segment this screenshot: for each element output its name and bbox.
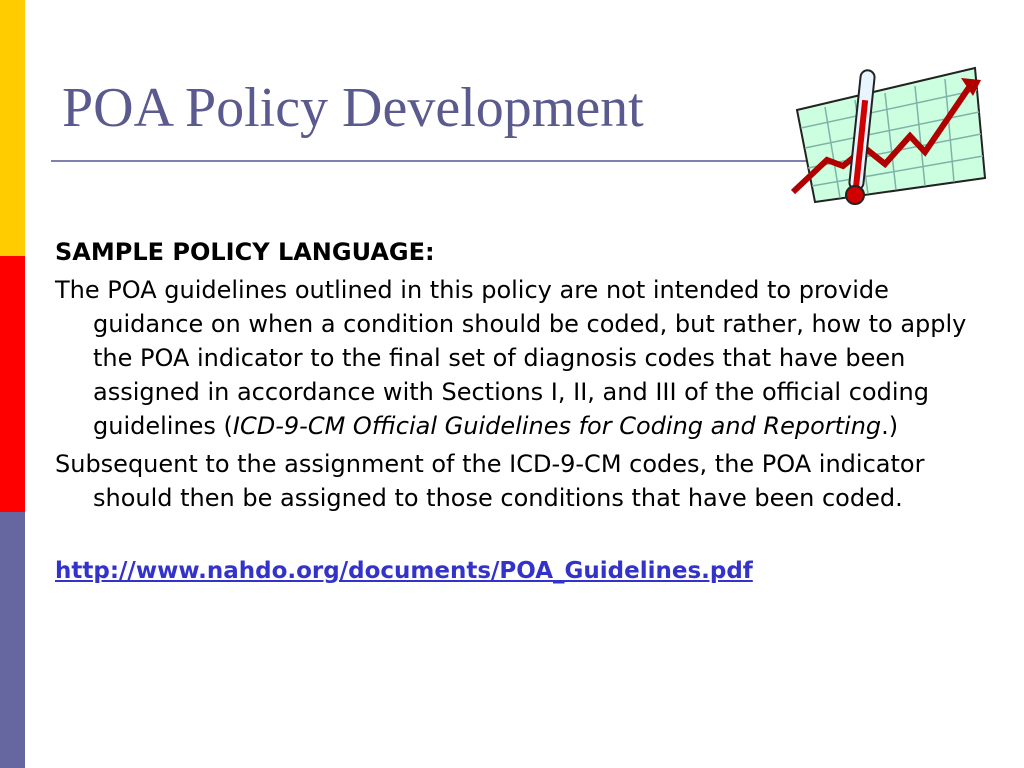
policy-paragraph-2: Subsequent to the assignment of the ICD-9-CM codes, the POA indicator should then be assigned to those conditions that have been coded.	[55, 450, 925, 512]
policy-paragraph-1	[55, 273, 975, 443]
reference-link-line	[55, 553, 975, 588]
side-bar-yellow	[0, 0, 25, 256]
section-heading: SAMPLE POLICY LANGUAGE:	[55, 238, 435, 266]
side-bar-red	[0, 256, 25, 512]
side-bar-purple	[0, 512, 25, 768]
poa-guidelines-link[interactable]: http://www.nahdo.org/documents/POA_Guidelines.pdf	[55, 558, 753, 584]
policy-paragraph-1-end: .)	[881, 412, 899, 440]
thermometer-chart-icon	[785, 60, 990, 210]
policy-paragraph-1-text: The POA guidelines outlined in this policy are not intended to provide guidance on when a condition should be coded, but rather, how to apply the POA indicator to the final set of diagnosis codes that have been assigned in accordance with Sections I, II, and III of the official coding guidelines (	[55, 276, 967, 440]
slide-title: POA Policy Development	[62, 77, 644, 139]
title-underline	[51, 160, 811, 162]
slide-body	[55, 235, 975, 588]
guidelines-citation: ICD-9-CM Official Guidelines for Coding and Reporting	[232, 412, 882, 440]
